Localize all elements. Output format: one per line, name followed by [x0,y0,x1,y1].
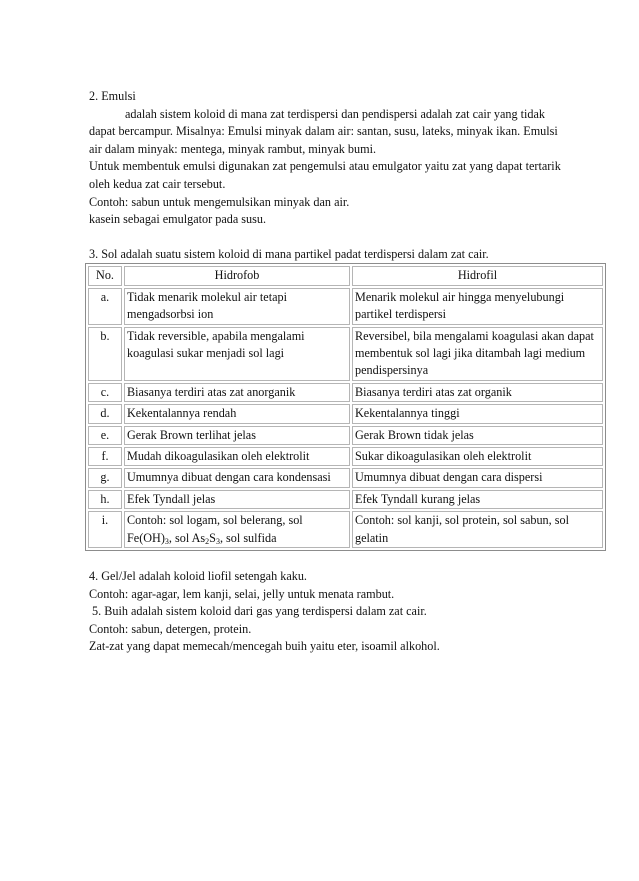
emulsi-paragraph-line: dapat bercampur. Misalnya: Emulsi minyak dalam air: santan, susu, lateks, minyak ikan. Emulsi [89,124,558,139]
section-buih-line: Zat-zat yang dapat memecah/mencegah buih yaitu eter, isoamil alkohol. [89,639,440,654]
cell-line: membentuk sol lagi jika ditambah lagi medium [355,345,586,360]
cell-line: Umumnya dibuat dengan cara dispersi [355,470,543,485]
row-number: f. [88,447,122,466]
table-row [88,447,603,466]
hidrofil-cell [352,490,603,509]
emulsi-paragraph-line: adalah sistem koloid di mana zat terdispersi dan pendispersi adalah zat cair yang tidak [125,106,545,121]
row-number: d. [88,404,122,423]
header-no: No. [88,266,122,285]
cell-line: Gerak Brown terlihat jelas [127,427,256,442]
hidrofil-cell [352,404,603,423]
hidrofil-cell [352,426,603,445]
cell-line: Biasanya terdiri atas zat organik [355,384,512,399]
cell-line: Contoh: sol kanji, sol protein, sol sabun, sol [355,513,569,528]
hidrofil-cell [352,468,603,487]
hidrofil-cell [352,383,603,402]
cell-line: Contoh: sol logam, sol belerang, sol [127,513,303,528]
row-number: b. [88,327,122,381]
cell-line: gelatin [355,530,389,545]
hidrofil-cell [352,288,603,325]
cell-line: pendispersinya [355,363,429,378]
cell-line: Kekentalannya tinggi [355,406,460,421]
row-number: i. [88,511,122,548]
row-number: c. [88,383,122,402]
cell-line: Kekentalannya rendah [127,406,237,421]
header-hidrofob: Hidrofob [124,266,350,285]
section-gel-line: 4. Gel/Jel adalah koloid liofil setengah kaku. [89,569,307,584]
section-gel-line: Contoh: agar-agar, lem kanji, selai, jelly untuk menata rambut. [89,586,395,601]
section-buih-line: 5. Buih adalah sistem koloid dari gas yang terdispersi dalam zat cair. [89,604,427,619]
row-number: e. [88,426,122,445]
paragraph-spacer [89,229,604,246]
cell-line: Efek Tyndall jelas [127,491,216,506]
table-row [88,404,603,423]
header-hidrofil: Hidrofil [352,266,603,285]
hidrofob-cell [124,327,350,381]
cell-line: Efek Tyndall kurang jelas [355,491,481,506]
table-row [88,511,603,548]
cell-line: Gerak Brown tidak jelas [355,427,474,442]
emulsi-paragraph-line: oleh kedua zat cair tersebut. [89,176,226,191]
document-content [89,88,604,656]
hidrofil-cell [352,447,603,466]
hidrofil-cell [352,511,603,548]
cell-line: Menarik molekul air hingga menyelubungi [355,289,565,304]
hidrofob-cell [124,426,350,445]
emulsi-paragraph-line: air dalam minyak: mentega, minyak rambut, minyak bumi. [89,141,377,156]
paragraph-spacer [89,551,604,568]
hidrofob-hidrofil-table [85,263,606,551]
emulsi-example-line: Contoh: sabun untuk mengemulsikan minyak dan air. [89,194,350,209]
formula-as2s3: $_2S_3$ [205,530,220,546]
cell-line: partikel terdispersi [355,307,447,322]
formula-fe-oh-3: $Fe(OH)_3$ [127,530,169,546]
emulsi-paragraph-line: Untuk membentuk emulsi digunakan zat pengemulsi atau emulgator yaitu zat yang dapat tertarik [89,159,561,174]
hidrofob-cell [124,288,350,325]
cell-line: koagulasi sukar menjadi sol lagi [127,345,285,360]
emulsi-example-line: kasein sebagai emulgator pada susu. [89,212,267,227]
cell-text: , sol sulfida [219,530,277,545]
cell-line: Reversibel, bila mengalami koagulasi akan dapat [355,328,594,343]
cell-line: Sukar dikoagulasikan oleh elektrolit [355,449,532,463]
table-row [88,490,603,509]
hidrofob-cell [124,383,350,402]
cell-line: Umumnya dibuat dengan cara kondensasi [127,470,331,485]
table-row [88,383,603,402]
hidrofob-cell [124,447,350,466]
hidrofob-cell [124,404,350,423]
table-row [88,468,603,487]
hidrofob-cell [124,468,350,487]
cell-text: , sol As [168,530,206,545]
row-number: a. [88,288,122,325]
hidrofob-cell [124,511,350,548]
section-heading-emulsi: 2. Emulsi [89,89,136,103]
section-heading-sol: 3. Sol adalah suatu sistem koloid di mana partikel padat terdispersi dalam zat cair. [89,246,489,261]
cell-line: Tidak reversible, apabila mengalami [127,328,305,343]
cell-line: Biasanya terdiri atas zat anorganik [127,384,296,399]
section-buih-line: Contoh: sabun, detergen, protein. [89,621,252,636]
table-row [88,327,603,381]
hidrofil-cell [352,327,603,381]
row-number: h. [88,490,122,509]
cell-line: mengadsorbsi ion [127,307,214,322]
row-number: g. [88,468,122,487]
hidrofob-cell [124,490,350,509]
table-row [88,426,603,445]
table-row [88,288,603,325]
cell-line: Mudah dikoagulasikan oleh elektrolit [127,449,310,463]
cell-line: Tidak menarik molekul air tetapi [127,289,287,304]
table-header-row [88,266,603,285]
